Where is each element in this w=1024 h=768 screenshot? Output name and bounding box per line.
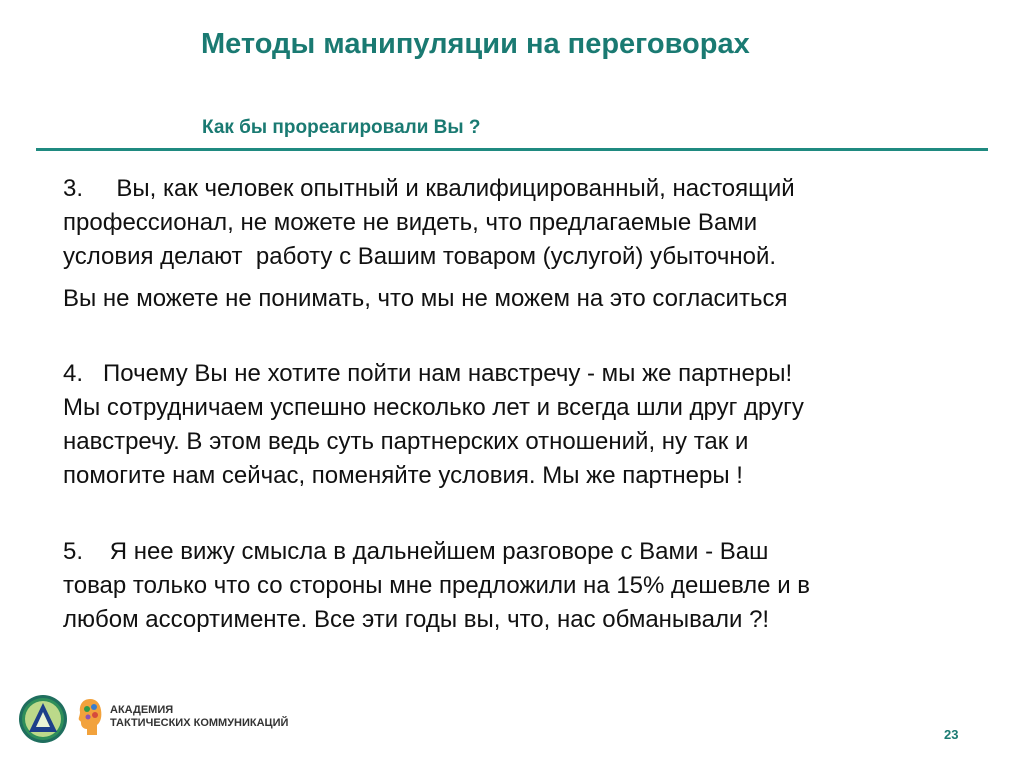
item-3-extra: Вы не можете не понимать, что мы не можем на это согласиться <box>63 285 788 312</box>
item-4 <box>63 357 804 493</box>
title-divider <box>36 148 988 151</box>
item-4-line: Мы сотрудничаем успешно несколько лет и всегда шли друг другу <box>63 394 804 421</box>
item-3-line: условия делают работу с Вашим товаром (услугой) убыточной. <box>63 243 777 270</box>
item-4-line: помогите нам сейчас, поменяйте условия. Мы же партнеры ! <box>63 462 743 489</box>
item-4-line: навстречу. В этом ведь суть партнерских отношений, ну так и <box>63 428 749 455</box>
item-5-line: 5. Я нее вижу смысла в дальнейшем разговоре с Вами - Ваш <box>63 538 769 565</box>
item-5-line: товар только что со стороны мне предложили на 15% дешевле и в <box>63 572 811 599</box>
academy-triangle-logo-icon <box>18 694 68 744</box>
organization-name-line: ТАКТИЧЕСКИХ КОММУНИКАЦИЙ <box>110 717 289 729</box>
slide-subtitle: Как бы прореагировали Вы ? <box>202 117 481 138</box>
item-3-line: 3. Вы, как человек опытный и квалифицированный, настоящий <box>63 175 795 202</box>
page-number: 23 <box>944 727 959 742</box>
head-profile-mark-icon <box>77 697 103 737</box>
organization-name-line: АКАДЕМИЯ <box>110 704 174 716</box>
item-5-line: любом ассортименте. Все эти годы вы, что, нас обманывали ?! <box>63 606 770 633</box>
item-5 <box>63 535 810 637</box>
item-4-line: 4. Почему Вы не хотите пойти нам навстречу - мы же партнеры! <box>63 360 793 387</box>
organization-name <box>110 704 288 730</box>
item-3 <box>63 172 795 274</box>
item-3-line: профессионал, не можете не видеть, что предлагаемые Вами <box>63 209 758 236</box>
slide-title: Методы манипуляции на переговорах <box>201 28 750 60</box>
